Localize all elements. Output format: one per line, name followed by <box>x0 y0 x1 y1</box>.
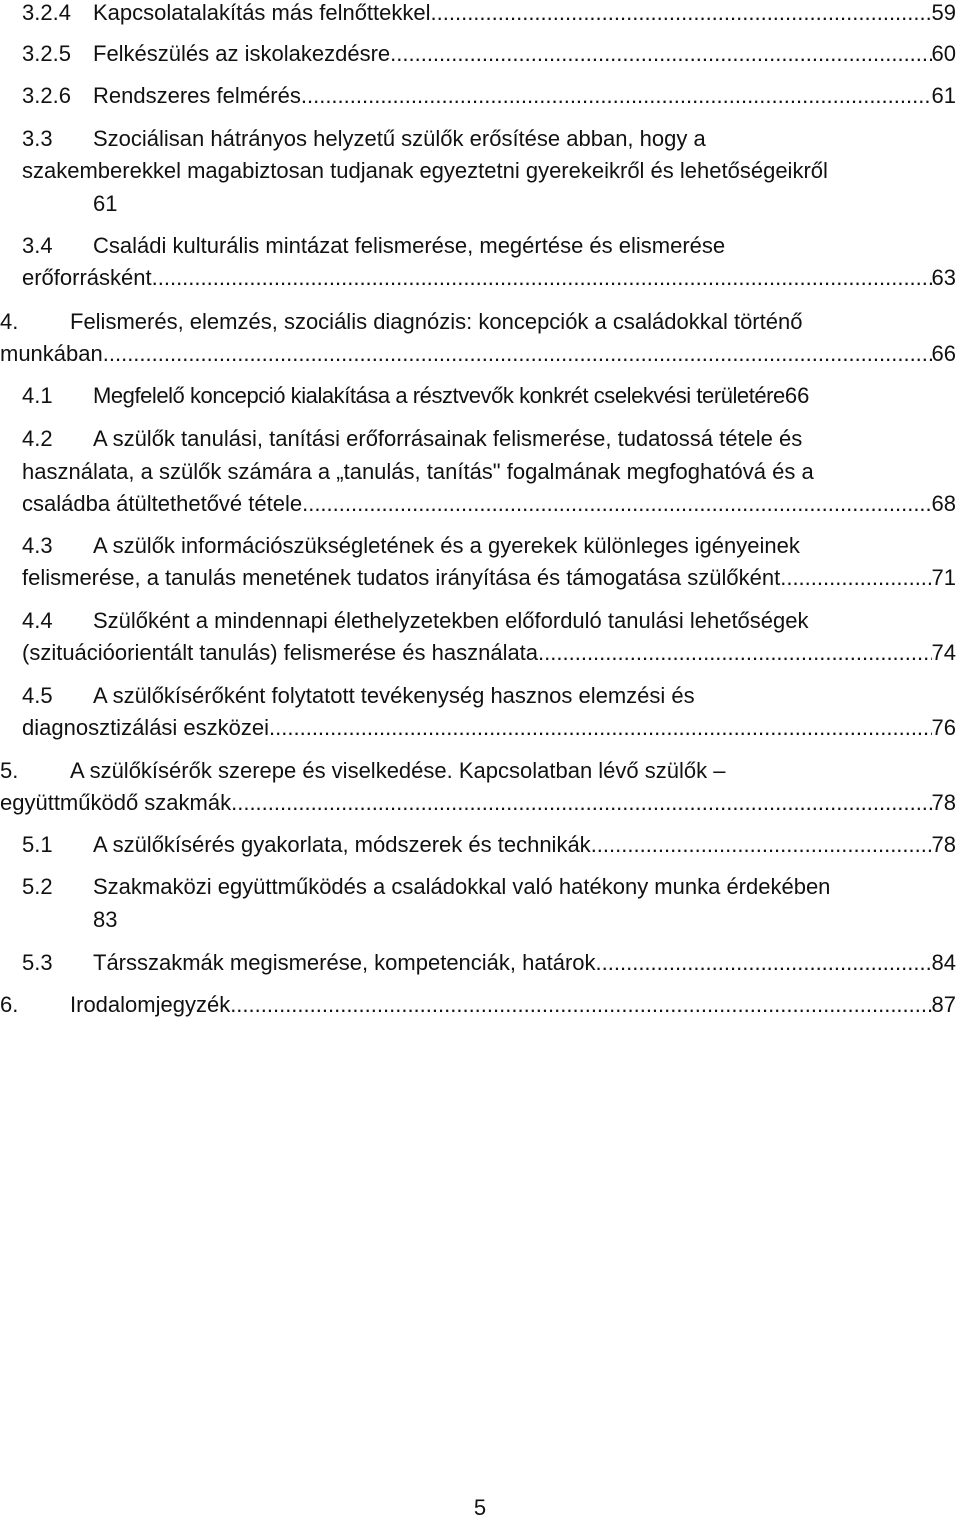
toc-title: Kapcsolatalakítás más felnőttekkel <box>93 0 431 25</box>
toc-title: Felkészülés az iskolakezdésre <box>93 41 391 66</box>
toc-title-continued: munkában <box>0 341 103 366</box>
toc-title: A szülőkísérés gyakorlata, módszerek és technikák <box>93 832 591 857</box>
toc-title: A szülőkísérők szerepe és viselkedése. Kapcsolatban lévő szülők – <box>70 758 726 783</box>
toc-page-number: 84 <box>931 950 956 975</box>
toc-number: 4.5 <box>22 683 53 708</box>
toc-page-number: 68 <box>931 491 956 516</box>
toc-entry-3-2-6[interactable] <box>0 83 960 109</box>
toc-title: Irodalomjegyzék <box>70 992 231 1017</box>
toc-leader-dots <box>302 491 931 517</box>
toc-title: Társszakmák megismerése, kompetenciák, határok <box>93 950 596 975</box>
toc-page-number: 78 <box>931 790 956 815</box>
toc-title-continued: erőforrásként <box>22 265 152 290</box>
toc-number: 5.2 <box>22 874 53 899</box>
toc-page-number: 60 <box>931 41 956 66</box>
toc-entry-5-3[interactable] <box>0 950 960 976</box>
toc-page-number: 59 <box>931 0 956 25</box>
toc-number: 4.2 <box>22 426 53 451</box>
toc-title-continued: felismerése, a tanulás menetének tudatos irányítása és támogatása szülőként <box>22 565 781 590</box>
toc-number: 4.4 <box>22 608 53 633</box>
toc-title: A szülők információszükségletének és a gyerekek különleges igényeinek <box>93 533 800 558</box>
page-number: 5 <box>473 1495 487 1520</box>
toc-title: Családi kulturális mintázat felismerése, megértése és elismerése <box>93 233 726 258</box>
toc-page-number: 66 <box>784 383 810 408</box>
toc-leader-dots <box>230 992 931 1018</box>
toc-entry-3-2-4[interactable] <box>0 0 960 26</box>
toc-page-number: 71 <box>931 565 956 590</box>
toc-page-number: 74 <box>931 640 956 665</box>
toc-leader-dots <box>591 832 932 858</box>
toc-title: Felismerés, elemzés, szociális diagnózis: koncepciók a családokkal történő <box>70 309 803 334</box>
toc-leader-dots <box>431 0 932 26</box>
toc-leader-dots <box>152 265 932 291</box>
toc-leader-dots <box>538 640 931 666</box>
toc-title-continued: használata, a szülők számára a „tanulás, tanítás" fogalmának megfoghatóvá és a <box>22 459 814 484</box>
toc-number: 3.2.5 <box>22 41 71 66</box>
toc-page-number: 63 <box>931 265 956 290</box>
toc-leader-dots <box>231 790 931 816</box>
toc-entry-6[interactable] <box>0 992 960 1018</box>
toc-leader-dots <box>596 950 932 976</box>
toc-number: 4.1 <box>22 383 53 408</box>
toc-title: Szociálisan hátrányos helyzetű szülők erősítése abban, hogy a <box>93 126 706 151</box>
toc-title-continued: (szituációorientált tanulás) felismerése és használata <box>22 640 539 665</box>
toc-entry-4-1[interactable] <box>0 383 960 409</box>
toc-title: Megfelelő koncepció kialakítása a résztvevők konkrét cselekvési területére <box>93 383 785 408</box>
toc-number: 3.2.4 <box>22 0 71 25</box>
toc-number: 6. <box>0 992 19 1017</box>
toc-title-continued: együttműködő szakmák <box>0 790 232 815</box>
toc-leader-dots <box>301 83 932 109</box>
toc-title: A szülőkísérőként folytatott tevékenység hasznos elemzési és <box>93 683 695 708</box>
toc-page-number: 76 <box>931 715 956 740</box>
toc-number: 3.4 <box>22 233 53 258</box>
toc-page-number: 61 <box>931 83 956 108</box>
toc-leader-dots <box>269 715 931 741</box>
toc-number: 3.2.6 <box>22 83 71 108</box>
toc-number: 4. <box>0 309 19 334</box>
toc-entry-5-1[interactable] <box>0 832 960 858</box>
toc-number: 5.3 <box>22 950 53 975</box>
toc-page-number: 87 <box>931 992 956 1017</box>
toc-number: 5. <box>0 758 19 783</box>
toc-title-continued: családba átültethetővé tétele <box>22 491 303 516</box>
toc-leader-dots <box>103 341 932 367</box>
toc-number: 5.1 <box>22 832 53 857</box>
toc-page-number: 61 <box>93 191 118 216</box>
toc-title: Szakmaközi együttműködés a családokkal való hatékony munka érdekében <box>93 874 831 899</box>
toc-page-number: 66 <box>931 341 956 366</box>
toc-title: A szülők tanulási, tanítási erőforrásainak felismerése, tudatossá tétele és <box>93 426 803 451</box>
toc-leader-dots <box>780 565 931 591</box>
toc-number: 3.3 <box>22 126 53 151</box>
toc-title-continued: szakemberekkel magabiztosan tudjanak egyeztetni gyerekeikről és lehetőségeikről <box>22 158 828 183</box>
toc-page-number: 83 <box>93 907 118 932</box>
toc-entry-3-2-5[interactable] <box>0 41 960 67</box>
toc-title: Rendszeres felmérés <box>93 83 301 108</box>
toc-leader-dots <box>390 41 931 67</box>
toc-page-number: 78 <box>931 832 956 857</box>
toc-title-continued: diagnosztizálási eszközei <box>22 715 270 740</box>
toc-title: Szülőként a mindennapi élethelyzetekben előforduló tanulási lehetőségek <box>93 608 809 633</box>
toc-number: 4.3 <box>22 533 53 558</box>
